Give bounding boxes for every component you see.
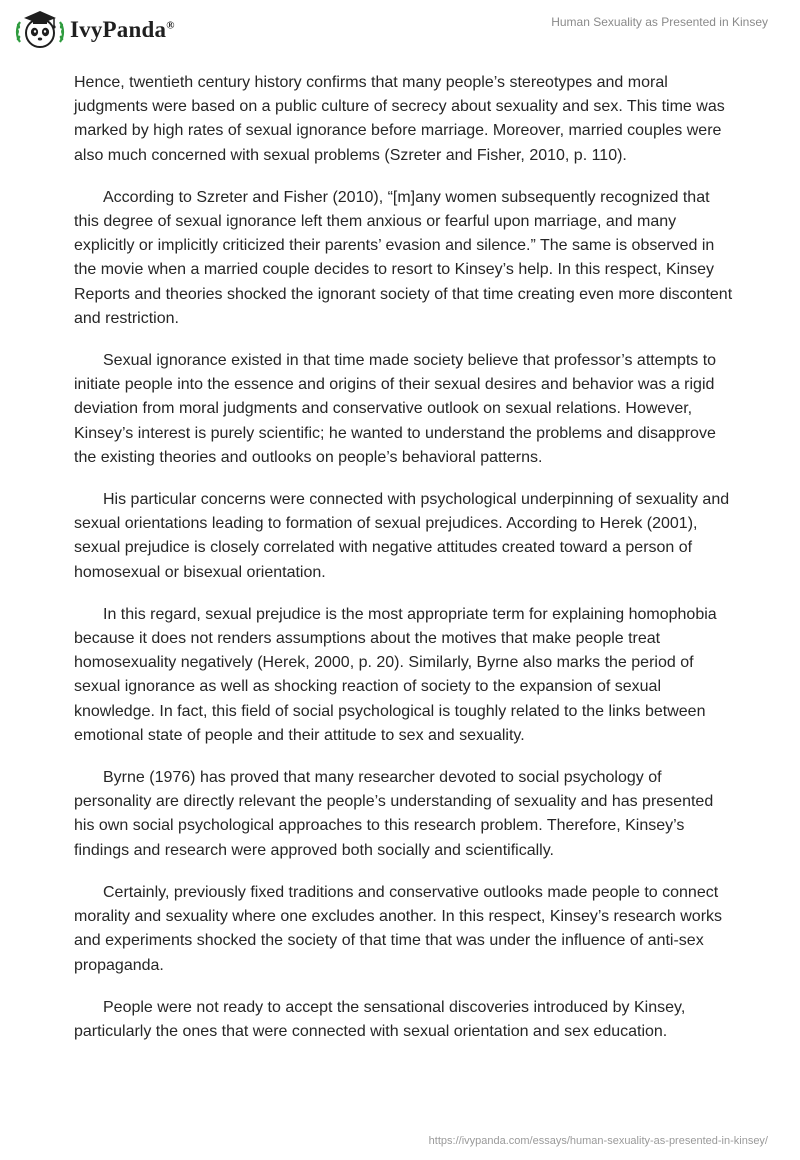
paragraph: Certainly, previously fixed traditions and conservative outlooks made people to connect morality and sexuality where one excludes another. In this respect, Kinsey’s research works and experiments shocked the society of that time that was under the influence of anti-sex propaganda. — [74, 883, 723, 974]
brand-name: IvyPanda® — [70, 17, 175, 42]
registered-mark: ® — [166, 19, 175, 32]
paragraph: Sexual ignorance existed in that time made society believe that professor’s attempts to initiate people into the essence and origins of their sexual desires and behavior was a rigid deviation from moral judgments and conservative outlook on sexual relations. However, Kinsey’s interest is purely scientific; he wanted to understand the problems and disapprove the existing theories and outlooks on people’s behavioral patterns. — [74, 352, 717, 466]
paragraph: Hence, twentieth century history confirms that many people’s stereotypes and moral judgments were based on a public culture of secrecy about sexuality and sex. This time was marked by high rates of sexual ignorance before marriage. Moreover, married couples were also much concerned with sexual problems (Szreter and Fisher, 2010, p. 110). — [74, 74, 725, 164]
paragraph: His particular concerns were connected with psychological underpinning of sexuality and sexual orientations leading to formation of sexual prejudices. According to Herek (2001), sexual prejudice is closely correlated with negative attitudes created toward a person of homosexual or bisexual orientation. — [74, 491, 730, 581]
paragraph: Byrne (1976) has proved that many researcher devoted to social psychology of personality are directly relevant the people’s understanding of sexuality and has presented his own social psychological approaches to this research problem. Therefore, Kinsey’s findings and research were approved both socially and scientifically. — [74, 769, 714, 859]
source-url-link[interactable]: https://ivypanda.com/essays/human-sexuality-as-presented-in-kinsey/ — [428, 1135, 768, 1147]
panda-graduate-icon — [14, 8, 66, 52]
paragraph: In this regard, sexual prejudice is the most appropriate term for explaining homophobia because it does not renders assumptions about the motives that make people treat homosexuality negatively (Herek, 2000, p. 20). Similarly, Byrne also marks the period of sexual ignorance as well as shocking reaction of society to the expansion of sexual knowledge. In fact, this field of social psychological is toughly related to the links between emotional state of people and their attitude to sex and sexuality. — [74, 605, 717, 744]
running-title: Human Sexuality as Presented in Kinsey — [551, 15, 768, 29]
essay-body — [74, 71, 734, 1062]
page-header — [0, 0, 800, 60]
paragraph: According to Szreter and Fisher (2010), “[m]any women subsequently recognized that this degree of sexual ignorance left them anxious or fearful upon marriage, and many explicitly or implicitly criticized their parents’ evasion and silence.” The same is observed in the movie when a married couple decides to resort to Kinsey’s help. In this respect, Kinsey Reports and theories shocked the ignorant society of that time creating even more discontent and restriction. — [74, 188, 733, 327]
paragraph: People were not ready to accept the sensational discoveries introduced by Kinsey, particularly the ones that were connected with sexual orientation and sex education. — [74, 998, 686, 1040]
ivypanda-logo[interactable] — [14, 8, 175, 52]
